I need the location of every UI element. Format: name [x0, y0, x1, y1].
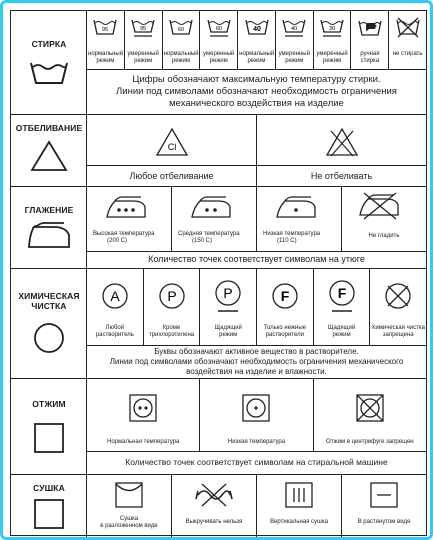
wash-cell — [238, 11, 276, 69]
dry-flat-label-1: Сушка — [119, 516, 139, 522]
iron-medium-label-2: (150 С) — [192, 238, 213, 244]
bleach-triangle-icon — [29, 139, 69, 173]
spinning-row — [87, 379, 426, 451]
divider — [87, 251, 426, 252]
spin-none-label: Отжим в центрифуге запрещен — [326, 439, 414, 445]
washing-body — [87, 11, 426, 114]
drycleaning-circle-icon — [32, 321, 66, 355]
dryclean-cell — [87, 269, 144, 345]
dryclean-label-1: Только нежные — [263, 325, 306, 331]
do-not-dryclean-icon — [383, 281, 413, 311]
dryclean-label-1: Щадящий — [214, 325, 242, 331]
dryclean-label-1: Любой — [105, 325, 125, 331]
drycleaning-title-1: ХИМИЧЕСКАЯ — [18, 291, 80, 301]
dryclean-f-icon — [270, 281, 300, 311]
iron-icon — [26, 221, 72, 251]
iron-high-cell — [87, 187, 172, 251]
wash-60-gentle-icon — [206, 17, 232, 39]
wash-cell — [163, 11, 201, 69]
dry-stretched-label: В растянутом виде — [357, 519, 411, 525]
dry-flat-cell — [87, 475, 172, 537]
spin-normal-cell — [87, 379, 200, 451]
dryclean-label-1: Щадящий — [327, 325, 356, 331]
iron-three-dots-icon — [105, 195, 149, 221]
wash-95-icon — [92, 17, 118, 39]
wash-caption: умеренный режим — [278, 51, 310, 64]
divider — [87, 165, 256, 166]
washing-note-2: Линии под символами обозначают необходимость ограничения — [116, 86, 397, 97]
dryclean-letter: A — [110, 288, 120, 304]
wash-caption: нормальный режим — [163, 51, 199, 64]
section-drycleaning — [11, 269, 426, 379]
washing-header — [11, 11, 87, 114]
ironing-header — [11, 187, 87, 268]
dry-stretched-cell — [342, 475, 426, 537]
bleaching-body — [87, 115, 426, 186]
spinning-body — [87, 379, 426, 474]
section-ironing — [11, 187, 426, 269]
dryclean-letter: F — [337, 285, 346, 301]
iron-medium-label-1: Средняя температура — [178, 231, 240, 237]
do-not-tumble-icon — [355, 393, 385, 423]
ironing-title: ГЛАЖЕНИЕ — [24, 205, 74, 215]
spin-square-icon — [32, 421, 66, 455]
dryclean-label-2: растворители — [265, 332, 304, 338]
wash-caption: ручная стирка — [360, 51, 380, 64]
spinning-header — [11, 379, 87, 474]
wash-caption: нормальный режим — [239, 51, 275, 64]
washing-title: СТИРКА — [31, 39, 67, 49]
ironing-note: Количество точек соответствует символам на утюге — [148, 254, 365, 264]
ironing-row — [87, 187, 426, 251]
spin-normal-label: Нормальная температура — [106, 439, 180, 445]
bleaching-title: ОТБЕЛИВАНИЕ — [15, 123, 83, 133]
bleach-none-cell — [257, 115, 426, 187]
wash-95-gentle-icon — [130, 17, 156, 39]
dryclean-label-2: запрещена — [382, 332, 414, 338]
dry-square-icon — [32, 497, 66, 531]
dry-nowring-cell — [172, 475, 257, 537]
spin-low-label: Низкая температура — [227, 439, 286, 445]
dryclean-label-2: трихлорэтилена — [148, 332, 195, 338]
iron-two-dots-icon — [190, 195, 234, 221]
spinning-title: ОТЖИМ — [32, 399, 66, 409]
drycleaning-header — [11, 269, 87, 378]
washing-symbols-row — [87, 11, 426, 69]
dryclean-letter: F — [280, 288, 290, 304]
do-not-wring-icon — [194, 481, 234, 509]
wash-40-icon — [244, 17, 270, 39]
drycleaning-row — [87, 269, 426, 345]
bleach-none-label: Не отбеливать — [310, 171, 373, 181]
washing-note-3: механического воздействия на изделие — [169, 98, 344, 109]
dryclean-cell — [314, 269, 371, 345]
dry-flat-icon — [369, 481, 399, 509]
dry-vertical-cell — [257, 475, 342, 537]
dryclean-label-1: Химическая чистка — [371, 325, 425, 331]
dryclean-letter: P — [166, 288, 177, 304]
divider — [87, 345, 426, 346]
drying-title: СУШКА — [33, 483, 65, 493]
spin-none-cell — [314, 379, 426, 451]
dryclean-label-2: режим — [332, 332, 351, 338]
drip-dry-icon — [284, 481, 314, 509]
hand-wash-icon — [357, 15, 383, 39]
wash-caption: умеренный режим — [127, 51, 159, 64]
bleach-any-label: Любое отбеливание — [129, 171, 214, 181]
divider — [87, 451, 426, 452]
chlorine-mark: Cl — [167, 142, 176, 152]
wash-temp-label: 95 — [102, 27, 109, 33]
wash-cell — [351, 11, 389, 69]
drying-row — [87, 475, 426, 537]
dry-flat-label-2: в разложенном виде — [100, 523, 158, 529]
iron-none-label: Не гладить — [368, 233, 400, 239]
iron-low-label-2: (110 С) — [277, 238, 297, 244]
bleach-any-cell — [87, 115, 257, 187]
wash-cell — [314, 11, 352, 69]
wash-cell — [200, 11, 238, 69]
drycleaning-note-1: Буквы обозначают активное вещество в растворителе. — [154, 347, 359, 356]
dryclean-p-icon — [157, 281, 187, 311]
iron-low-label-1: Низкая температура — [263, 231, 321, 237]
wash-caption: нормальный режим — [88, 51, 124, 64]
wash-cell — [389, 11, 426, 69]
dry-nowring-label: Выкручивать нельзя — [185, 519, 243, 525]
wash-tub-icon — [29, 59, 69, 85]
section-washing — [11, 11, 426, 115]
wash-caption: не стирать — [392, 51, 423, 57]
iron-high-label-2: (200 С) — [107, 238, 128, 244]
drying-header — [11, 475, 87, 537]
wash-temp-label: 60 — [177, 27, 185, 33]
do-not-wash-icon — [395, 17, 421, 39]
washing-note-1: Цифры обозначают максимальную температуру стирки. — [132, 74, 381, 85]
drycleaning-note-2: Линии под символами обозначают необходимость ограничения механического — [109, 357, 404, 366]
wash-caption: умеренный режим — [203, 51, 235, 64]
drycleaning-body — [87, 269, 426, 378]
dryclean-p-gentle-icon — [213, 279, 243, 315]
wash-30-gentle-icon — [319, 17, 345, 39]
iron-low-cell — [257, 187, 342, 251]
do-not-bleach-icon — [325, 127, 359, 157]
wash-cell — [276, 11, 314, 69]
wash-temp-label: 95 — [140, 26, 147, 32]
iron-none-cell — [342, 187, 426, 251]
dryclean-cell — [370, 269, 426, 345]
section-bleaching — [11, 115, 426, 187]
iron-medium-cell — [172, 187, 257, 251]
spinning-note: Количество точек соответствует символам на стиральной машине — [125, 457, 388, 467]
drycleaning-note-3: воздействия на изделие и влажности. — [186, 367, 327, 376]
drying-body — [87, 475, 426, 537]
wash-temp-label: 60 — [215, 26, 222, 32]
dryclean-label-2: растворитель — [95, 332, 134, 338]
wash-caption: умеренный режим — [316, 51, 348, 64]
bleach-chlorine-icon — [155, 127, 189, 157]
wash-temp-label: 40 — [252, 26, 261, 33]
bleaching-row — [87, 115, 426, 187]
dryclean-cell — [257, 269, 314, 345]
wash-40-gentle-icon — [281, 17, 307, 39]
tumble-one-dot-icon — [241, 393, 271, 423]
dryclean-a-icon — [100, 281, 130, 311]
section-spinning — [11, 379, 426, 475]
ironing-body — [87, 187, 426, 268]
dryclean-f-gentle-icon — [327, 279, 357, 315]
iron-high-label-1: Высокая температура — [93, 231, 155, 237]
drycleaning-title-2: ЧИСТКА — [31, 301, 67, 311]
section-drying — [11, 475, 426, 537]
dryclean-label-2: режим — [219, 332, 238, 338]
dryclean-label-1: Кроме — [162, 325, 181, 331]
divider — [257, 165, 426, 166]
wash-temp-label: 30 — [329, 26, 336, 32]
wash-cell — [87, 11, 125, 69]
divider — [87, 69, 426, 70]
dry-line-icon — [114, 481, 144, 509]
tumble-two-dots-icon — [128, 393, 158, 423]
dryclean-letter: P — [223, 285, 233, 301]
iron-one-dot-icon — [275, 195, 319, 221]
wash-cell — [125, 11, 163, 69]
wash-60-icon — [168, 17, 194, 39]
dryclean-cell — [200, 269, 257, 345]
bleaching-header — [11, 115, 87, 186]
dryclean-cell — [144, 269, 201, 345]
care-symbols-sheet — [10, 10, 427, 536]
wash-temp-label: 40 — [291, 26, 298, 32]
spin-low-cell — [200, 379, 313, 451]
dry-vertical-label: Вертикальная сушка — [270, 519, 328, 525]
do-not-iron-icon — [358, 191, 402, 221]
